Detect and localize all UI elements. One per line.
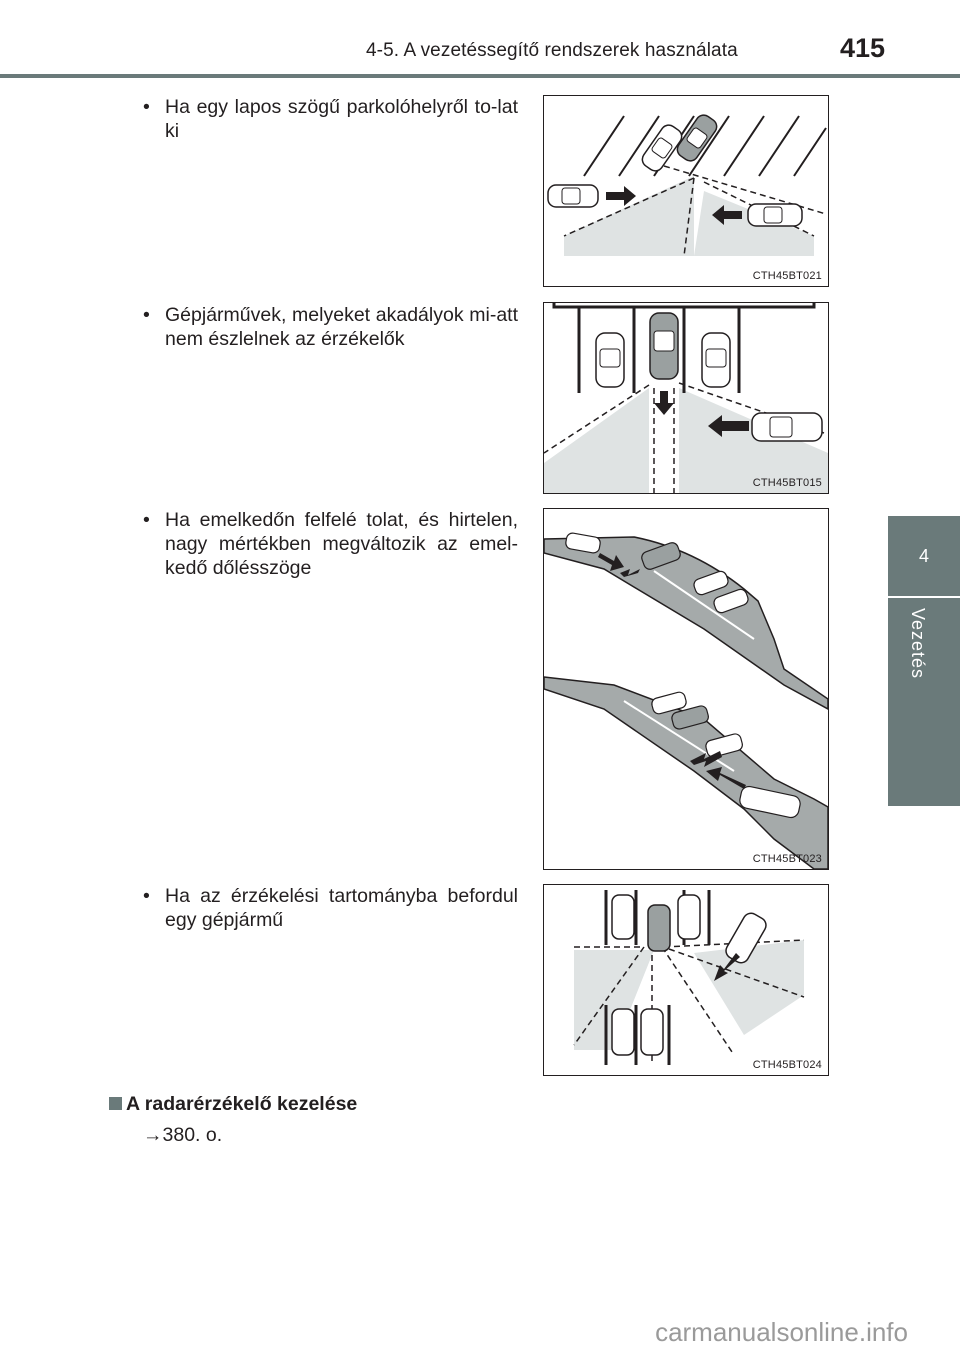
section-heading-text: A radarérzékelő kezelése	[126, 1093, 358, 1115]
section-title: 4-5. A vezetéssegítő rendszerek használata	[366, 40, 738, 61]
figure-angled-parking	[543, 95, 829, 287]
figure-code: CTH45BT023	[752, 853, 822, 865]
bullet-text: Ha egy lapos szögű parkolóhelyről to-lat ki	[165, 96, 518, 142]
page-reference-link[interactable]: →380. o.	[143, 1124, 223, 1146]
page-number: 415	[840, 33, 886, 63]
bullet-text: Ha az érzékelési tartományba befordul egy gépjármű	[165, 885, 518, 931]
figure-obstructed-vehicles	[543, 302, 829, 494]
figure-slope	[543, 508, 829, 870]
bullet-marker: •	[143, 885, 150, 907]
chapter-number: 4	[918, 545, 929, 566]
chapter-label: Vezetés	[908, 608, 928, 680]
watermark: carmanualsonline.info	[655, 1317, 908, 1347]
bullet-item	[143, 884, 518, 932]
turning-vehicle-illustration	[544, 885, 828, 1075]
bullet-text: Ha emelkedőn felfelé tolat, és hirtelen, nagy mértékben megváltozik az emel-kedő dőlésszöge	[165, 509, 518, 579]
bullet-item	[143, 508, 518, 580]
bullet-item	[143, 303, 518, 351]
angled-parking-illustration	[544, 96, 828, 286]
bullet-marker: •	[143, 304, 150, 326]
bullet-marker: •	[143, 509, 150, 531]
slope-illustration	[544, 509, 828, 869]
obstructed-vehicles-illustration	[544, 303, 828, 493]
approaching-car	[752, 413, 822, 441]
figure-code: CTH45BT024	[752, 1059, 822, 1071]
figure-turning-vehicle	[543, 884, 829, 1076]
bullet-text: Gépjárművek, melyeket akadályok mi-att nem észlelnek az érzékelők	[165, 304, 518, 350]
arrow-down-icon	[654, 391, 674, 415]
figure-code: CTH45BT015	[752, 477, 822, 489]
bullet-item	[143, 95, 518, 143]
parked-car-right	[702, 333, 730, 387]
reversing-car	[650, 313, 678, 379]
approaching-car-left	[548, 185, 598, 207]
parked-car-left	[596, 333, 624, 387]
chapter-number-tab	[888, 516, 960, 596]
approaching-car-right	[748, 204, 802, 226]
square-bullet-icon	[109, 1097, 122, 1110]
header-rule	[0, 74, 960, 78]
arrow-right-icon	[606, 186, 636, 206]
figure-code: CTH45BT021	[752, 270, 822, 282]
bullet-marker: •	[143, 96, 150, 118]
section-heading	[109, 1093, 357, 1116]
